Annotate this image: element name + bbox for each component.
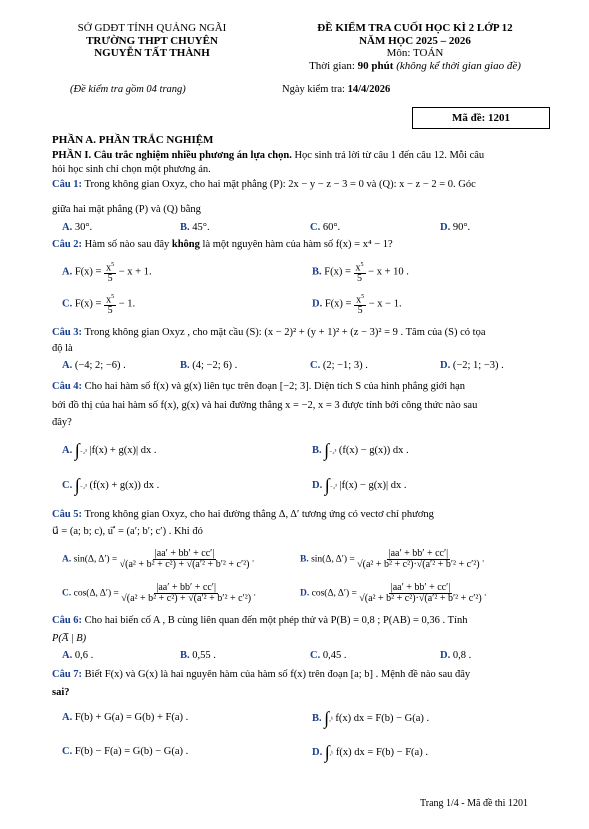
page-footer: Trang 1/4 - Mã đề thi 1201	[420, 798, 528, 809]
q2-label: Câu 2:	[52, 239, 83, 250]
part1-desc-2: hỏi học sinh chỉ chọn một phương án.	[52, 164, 211, 175]
q7-option-c: C. F(b) − F(a) = G(b) − G(a) .	[62, 746, 189, 757]
part-a-heading: PHẦN A. PHẦN TRẮC NGHIỆM	[52, 134, 214, 146]
question-4: Câu 4: Cho hai hàm số f(x) và g(x) liên tục trên đoạn [−2; 3]. Diện tích S của hình phẳng giới hạn	[52, 381, 466, 392]
q4-label: Câu 4:	[52, 381, 83, 392]
question-5: Câu 5: Trong không gian Oxyz, cho hai đường thẳng Δ, Δ′ tương ứng có vectơ chỉ phương	[52, 509, 434, 520]
q5-option-d: D. cos(Δ, Δ′) = $\frac{|aa' + bb' + cc'|}{\text{√(a² + b² + c²)·√(a′² + b′² + c′²)}}$ .	[300, 582, 487, 604]
question-1	[52, 178, 562, 191]
q5-option-c: C. cos(Δ, Δ′) = $\frac{|aa' + bb' + cc'|}{\text{√(a² + b² + c²) + √(a′² + b′² + c′²)}}$ .	[62, 582, 256, 604]
q1-text: Trong không gian Oxyz, cho hai mặt phẳng (P): 2x − y − z − 3 = 0 và (Q): x − z − 2 = 0. Góc	[82, 179, 476, 190]
question-3: Câu 3: Trong không gian Oxyz , cho mặt cầu (S): (x − 2)² + (y + 1)² + (z − 3)² = 9 . Tâm của (S) có tọa	[52, 327, 486, 338]
time-label: Thời gian:	[309, 59, 358, 72]
question-7: Câu 7: Biết F(x) và G(x) là hai nguyên hàm của hàm số f(x) trên đoạn [a; b] . Mệnh đề nào sau đây	[52, 669, 471, 680]
q6-option-c: C. 0,45 .	[310, 650, 347, 661]
q4-text-3: đây?	[52, 417, 72, 428]
q5-label: Câu 5:	[52, 509, 83, 520]
q1-option-b: B. 45°.	[180, 222, 210, 233]
date-label: Ngày kiểm tra:	[282, 84, 348, 95]
q3-text-2: độ là	[52, 343, 73, 354]
q7-option-b: B. ∫ₐᵇ f(x) dx = F(b) − G(a) .	[312, 708, 430, 728]
q3-label: Câu 3:	[52, 327, 83, 338]
q4-option-b: B. ∫₋₂³ (f(x) − g(x)) dx .	[312, 440, 409, 460]
q6-option-b: B. 0,55 .	[180, 650, 216, 661]
q3-option-a: A. (−4; 2; −6) .	[62, 360, 126, 371]
part1-title: PHẦN I. Câu trắc nghiệm nhiều phương án lựa chọn.	[52, 150, 292, 161]
question-2: Câu 2: Hàm số nào sau đây không là một nguyên hàm của hàm số f(x) = x⁴ − 1?	[52, 239, 393, 250]
q7-label: Câu 7:	[52, 669, 83, 680]
q6-label: Câu 6:	[52, 615, 83, 626]
q5-option-b: B. sin(Δ, Δ′) = $\frac{|aa' + bb' + cc'|}{\text{√(a² + b² + c²)·√(a′² + b′² + c′²)}}$ .	[300, 548, 485, 570]
q3-option-d: D. (−2; 1; −3) .	[440, 360, 504, 371]
header-right	[270, 22, 560, 72]
q7-option-d: D. ∫ₐᵇ f(x) dx = F(b) − F(a) .	[312, 742, 428, 762]
pages-note: (Đề kiểm tra gồm 04 trang)	[70, 84, 186, 95]
exam-title: ĐỀ KIỂM TRA CUỐI HỌC KÌ 2 LỚP 12	[317, 22, 513, 34]
time-line	[270, 60, 560, 73]
q2-option-c: C. F(x) = $\frac{x^5}{5}$ − 1.	[62, 294, 136, 317]
q7-text-2: sai?	[52, 687, 70, 698]
school-year: NĂM HỌC 2025 – 2026	[359, 34, 471, 47]
dept-name: SỞ GDĐT TỈNH QUẢNG NGÃI	[77, 22, 227, 34]
q1-text-2: giữa hai mặt phẳng (P) và (Q) bằng	[52, 204, 201, 215]
date-line	[282, 84, 390, 95]
q1-option-c: C. 60°.	[310, 222, 341, 233]
q4-option-c: C. ∫₋₂³ (f(x) + g(x)) dx .	[62, 475, 160, 495]
q2-option-a: A. F(x) = $\frac{x^5}{5}$ − x + 1.	[62, 262, 152, 285]
school-line-2: NGUYỄN TẤT THÀNH	[94, 47, 210, 59]
q2-option-d: D. F(x) = $\frac{x^5}{5}$ − x − 1.	[312, 294, 402, 317]
q3-option-c: C. (2; −1; 3) .	[310, 360, 368, 371]
q4-text-2: bởi đồ thị của hai hàm số f(x), g(x) và hai đường thẳng x = −2, x = 3 được tính bởi công thức nào sau	[52, 400, 478, 411]
exam-code-box: Mã đề: 1201	[412, 107, 550, 129]
q1-label: Câu 1:	[52, 179, 83, 190]
time-note: (không kể thời gian giao đề)	[393, 59, 521, 72]
time-value: 90 phút	[357, 59, 394, 72]
header-left	[52, 22, 252, 60]
part1-intro	[52, 149, 562, 162]
q6-option-d: D. 0,8 .	[440, 650, 472, 661]
q6-option-a: A. 0,6 .	[62, 650, 94, 661]
date-value: 14/4/2026	[347, 84, 391, 95]
question-6: Câu 6: Cho hai biến cố A , B cùng liên quan đến một phép thử và P(B) = 0,8 ; P(AB) = 0,36 . Tính	[52, 615, 468, 626]
q4-option-d: D. ∫₋₂³ |f(x) − g(x)| dx .	[312, 475, 407, 495]
q6-text-2: P(A̅ | B)	[52, 633, 87, 644]
q1-option-d: D. 90°.	[440, 222, 471, 233]
q7-option-a: A. F(b) + G(a) = G(b) + F(a) .	[62, 712, 189, 723]
q4-option-a: A. ∫₋₂³ |f(x) + g(x)| dx .	[62, 440, 157, 460]
subject: Môn: TOÁN	[386, 47, 444, 59]
q3-option-b: B. (4; −2; 6) .	[180, 360, 238, 371]
q2-option-b: B. F(x) = $\frac{x^5}{5}$ − x + 10 .	[312, 262, 409, 285]
part1-desc: Học sinh trả lời từ câu 1 đến câu 12. Mỗi câu	[291, 150, 485, 161]
q5-text-2: u⃗ = (a; b; c), u′⃗ = (a′; b′; c′) . Khi đó	[52, 526, 203, 537]
school-line-1: TRƯỜNG THPT CHUYÊN	[86, 34, 218, 47]
q5-option-a: A. sin(Δ, Δ′) = $\frac{|aa' + bb' + cc'|}{\text{√(a² + b² + c²) + √(a′² + b′² + c′²)}}$ .	[62, 548, 255, 570]
q1-option-a: A. 30°.	[62, 222, 93, 233]
